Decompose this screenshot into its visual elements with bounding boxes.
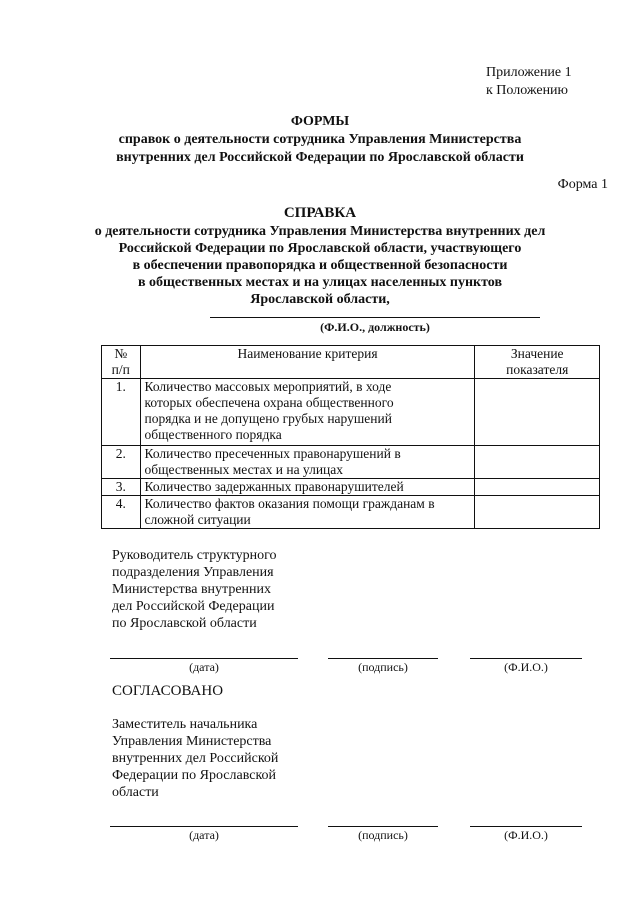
criterion-line: общественного порядка (144, 427, 282, 442)
row-criterion (140, 496, 475, 529)
forms-subtitle (0, 131, 640, 167)
deputy-line: Заместитель начальника (112, 717, 258, 732)
criterion-line: общественных местах и на улицах (144, 462, 344, 477)
row-criterion (140, 446, 475, 479)
table-row (102, 446, 600, 479)
criterion-line: которых обеспечена охрана общественного (144, 395, 394, 410)
date-label: (дата) (189, 828, 219, 842)
manager-line: Министерства внутренних (112, 582, 272, 597)
table-row (102, 379, 600, 446)
deputy-line: области (112, 785, 159, 800)
fio-line[interactable] (470, 826, 582, 827)
date-line[interactable] (110, 826, 298, 827)
date-line[interactable] (110, 658, 298, 659)
fio-label: (Ф.И.О.) (504, 828, 548, 842)
signature-label: (подпись) (358, 660, 408, 674)
fio-caption: (Ф.И.О., должность) (320, 320, 430, 334)
signature-line[interactable] (328, 826, 438, 827)
deputy-position (112, 716, 278, 801)
manager-line: дел Российской Федерации (112, 599, 275, 614)
manager-line: по Ярославской области (112, 616, 257, 631)
row-value[interactable] (475, 446, 600, 479)
row-criterion (140, 379, 475, 446)
appendix-line: Приложение 1 (486, 65, 572, 80)
row-criterion (140, 479, 475, 496)
criterion-line: Количество фактов оказания помощи гражданам в (144, 496, 435, 511)
criterion-line: Количество задержанных правонарушителей (144, 479, 404, 494)
deputy-line: Управления Министерства (112, 734, 272, 749)
row-number: 1. (102, 379, 141, 446)
header-value (475, 346, 600, 379)
criterion-line: сложной ситуации (144, 512, 251, 527)
deputy-line: Федерации по Ярославской (112, 768, 277, 783)
certificate-subtitle-line: о деятельности сотрудника Управления Министерства внутренних дел (94, 224, 546, 239)
row-value[interactable] (475, 496, 600, 529)
header-value-line: Значение (510, 346, 564, 361)
header-number-line: № (114, 346, 128, 361)
certificate-subtitle (0, 223, 640, 308)
appendix-line: к Положению (486, 83, 569, 98)
certificate-subtitle-line: в обеспечении правопорядка и общественной безопасности (132, 258, 508, 273)
manager-position (112, 547, 277, 632)
appendix-reference (486, 64, 572, 100)
header-number-line: п/п (111, 362, 130, 377)
deputy-line: внутренних дел Российской (112, 751, 279, 766)
header-criterion: Наименование критерия (140, 346, 475, 379)
criteria-table (101, 345, 600, 529)
row-value[interactable] (475, 479, 600, 496)
fio-line[interactable] (470, 658, 582, 659)
table-row (102, 479, 600, 496)
fio-underline (210, 317, 540, 318)
forms-subtitle-line: внутренних дел Российской Федерации по Ярославской области (116, 150, 524, 165)
certificate-subtitle-line: Российской Федерации по Ярославской области, участвующего (118, 241, 522, 256)
form-label: Форма 1 (557, 177, 608, 192)
certificate-subtitle-line: в общественных местах и на улицах населенных пунктов (137, 275, 503, 290)
signature-line[interactable] (328, 658, 438, 659)
row-number: 3. (102, 479, 141, 496)
header-value-line: показателя (506, 362, 569, 377)
criterion-line: Количество пресеченных правонарушений в (144, 446, 401, 461)
header-number (102, 346, 141, 379)
certificate-subtitle-line: Ярославской области, (250, 292, 390, 307)
row-value[interactable] (475, 379, 600, 446)
row-number: 2. (102, 446, 141, 479)
certificate-title: СПРАВКА (283, 205, 357, 221)
manager-line: подразделения Управления (112, 565, 274, 580)
agreed-heading: СОГЛАСОВАНО (112, 683, 224, 699)
forms-subtitle-line: справок о деятельности сотрудника Управления Министерства (118, 132, 522, 147)
table-row (102, 496, 600, 529)
criterion-line: порядка и не допущено грубых нарушений (144, 411, 392, 426)
row-number: 4. (102, 496, 141, 529)
fio-label: (Ф.И.О.) (504, 660, 548, 674)
date-label: (дата) (189, 660, 219, 674)
criterion-line: Количество массовых мероприятий, в ходе (144, 379, 392, 394)
signature-label: (подпись) (358, 828, 408, 842)
forms-title: ФОРМЫ (290, 114, 350, 129)
manager-line: Руководитель структурного (112, 548, 277, 563)
table-header-row (102, 346, 600, 379)
